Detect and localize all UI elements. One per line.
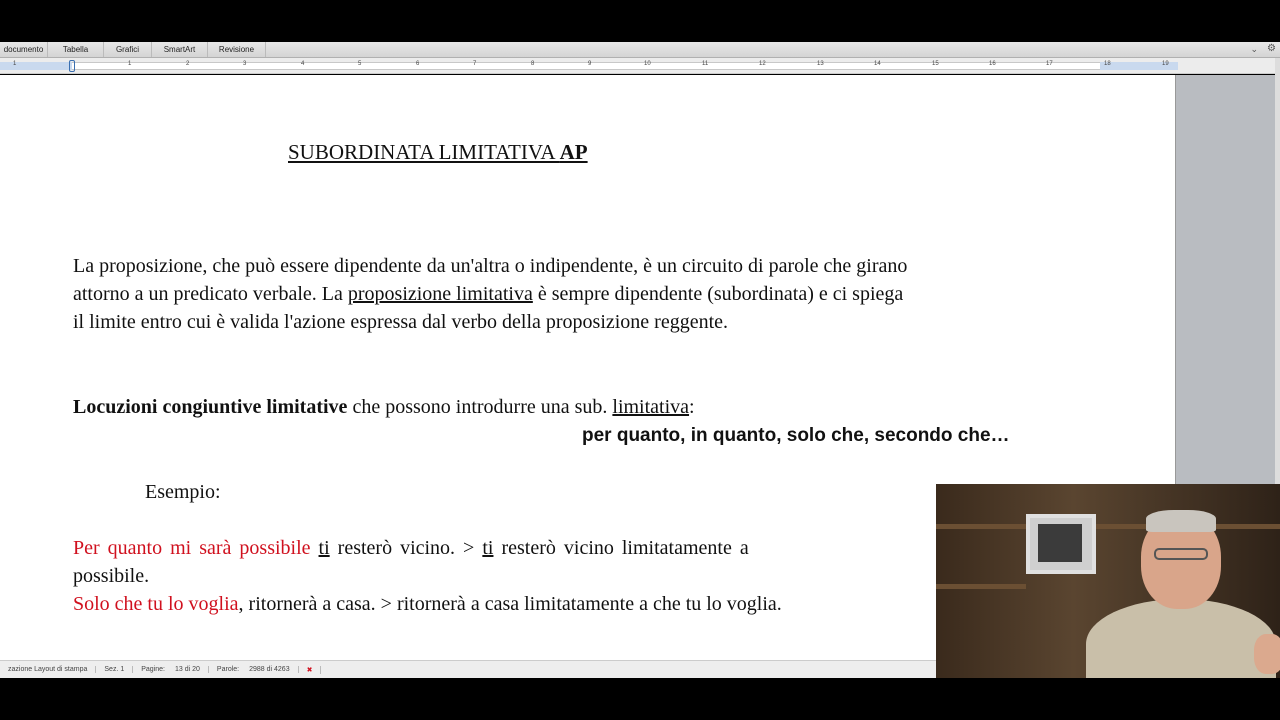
gear-icon[interactable]: ⚙ [1267, 43, 1276, 54]
title-bold: AP [559, 140, 588, 164]
tab-revisione[interactable]: Revisione [208, 42, 266, 57]
locutions-line [73, 396, 695, 419]
shelf [936, 524, 1280, 529]
indent-marker[interactable] [69, 60, 75, 72]
television [1026, 514, 1096, 574]
pages-count: 13 di 20 [167, 666, 209, 673]
example-2 [73, 593, 782, 616]
ruler-number: 9 [588, 61, 592, 67]
text: resterò vicino limitatamente a [493, 537, 749, 559]
ruler-number: 12 [759, 61, 766, 67]
red-text: Per quanto mi sarà possibile [73, 537, 311, 559]
words-label: Parole: [216, 666, 240, 673]
text: ti [318, 537, 330, 559]
ruler-number: 15 [932, 61, 939, 67]
ruler[interactable] [0, 58, 1280, 74]
section: Sez. 1 [96, 666, 133, 673]
ruler-number: 5 [358, 61, 362, 67]
example-1-cont: possibile. [73, 565, 150, 587]
ruler-margin-left [0, 62, 72, 70]
ruler-number: 3 [243, 61, 247, 67]
underlined-text: limitativa [612, 396, 690, 418]
title-text: SUBORDINATA LIMITATIVA [288, 140, 560, 164]
ruler-number: 6 [416, 61, 420, 67]
shelf [936, 584, 1026, 589]
presenter-hand [1254, 634, 1280, 674]
ruler-number: 7 [473, 61, 477, 67]
locutions-list: per quanto, in quanto, solo che, secondo che… [582, 425, 1010, 446]
underlined-text: proposizione limitativa [347, 283, 533, 305]
text: resterò vicino. > [329, 537, 483, 559]
presenter-body [1086, 599, 1276, 678]
text: attorno a un predicato verbale. La [73, 283, 348, 305]
tab-smartart[interactable]: SmartArt [152, 42, 208, 57]
ruler-number: 8 [531, 61, 535, 67]
text: , ritornerà a casa. > ritornerà a casa limitatamente a che tu lo voglia. [238, 593, 782, 615]
ruler-number: 13 [817, 61, 824, 67]
ruler-number: 11 [702, 61, 709, 67]
ruler-number: 1 [128, 61, 132, 67]
words-count: 2988 di 4263 [241, 666, 298, 673]
paragraph-line [73, 283, 903, 306]
webcam-overlay [936, 484, 1280, 678]
ruler-number: 17 [1046, 61, 1053, 67]
view-mode[interactable]: zazione Layout di stampa [0, 666, 96, 673]
ruler-number: 19 [1162, 61, 1169, 67]
ruler-number: 16 [989, 61, 996, 67]
ruler-number: 1 [13, 61, 17, 67]
example-1 [73, 537, 749, 560]
text: : [689, 396, 695, 418]
ribbon-tabs [0, 42, 1280, 58]
red-text: Solo che tu lo voglia [73, 593, 239, 615]
ruler-number: 2 [186, 61, 190, 67]
tab-grafici[interactable]: Grafici [104, 42, 152, 57]
paragraph-line: il limite entro cui è valida l'azione espressa dal verbo della proposizione reggente. [73, 311, 729, 333]
presenter-glasses [1154, 548, 1208, 560]
example-label: Esempio: [145, 481, 221, 503]
ruler-number: 4 [301, 61, 305, 67]
chevron-down-icon[interactable]: ⌄ [1250, 44, 1258, 54]
bold-text: Locuzioni congiuntive limitative [73, 396, 348, 418]
ruler-number: 14 [874, 61, 881, 67]
ruler-number: 18 [1104, 61, 1111, 67]
paragraph-line: La proposizione, che può essere dipendente da un'altra o indipendente, è un circuito di parole che girano [73, 255, 908, 277]
spellcheck-icon[interactable]: ✖ [299, 666, 322, 674]
pages-label: Pagine: [141, 666, 165, 673]
document-title [288, 140, 588, 165]
text: è sempre dipendente (subordinata) e ci spiega [532, 283, 904, 305]
ruler-number: 10 [644, 61, 651, 67]
presenter-hair [1146, 510, 1216, 532]
tab-documento[interactable]: documento [0, 42, 48, 57]
tab-tabella[interactable]: Tabella [48, 42, 104, 57]
text: che possono introdurre una sub. [347, 396, 613, 418]
text: ti [482, 537, 494, 559]
